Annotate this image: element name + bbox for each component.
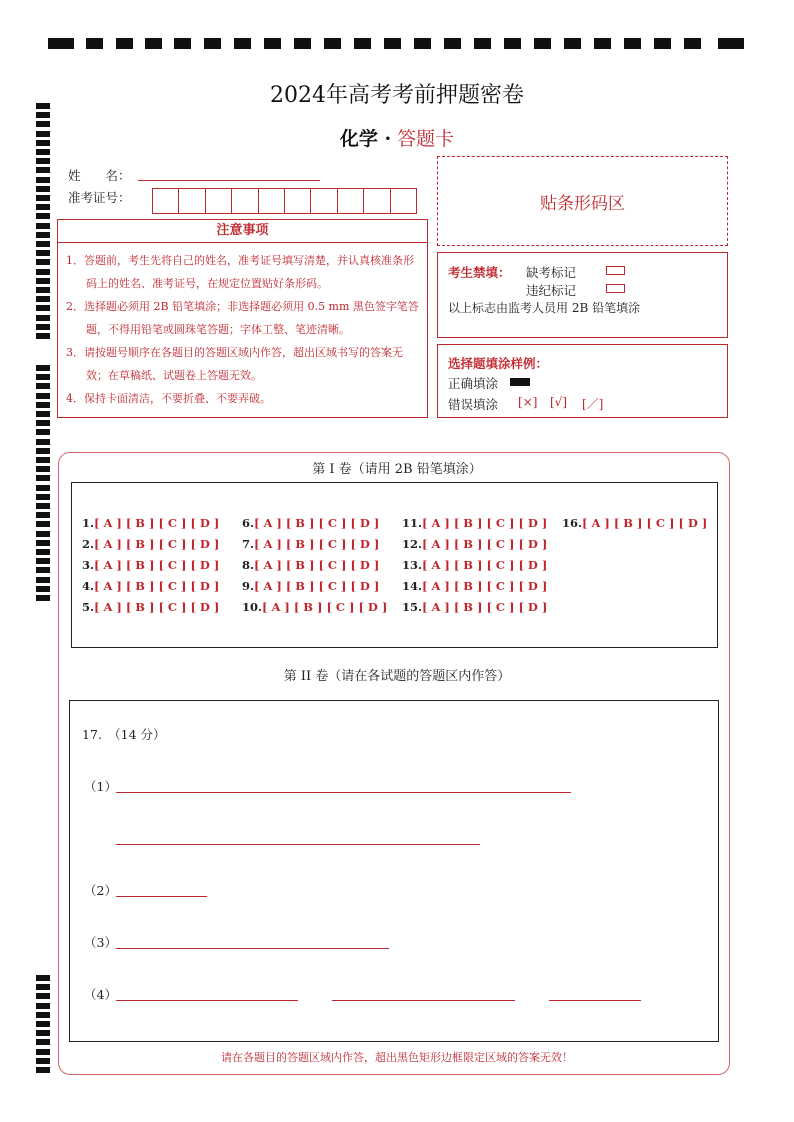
timing-mark <box>36 1039 50 1045</box>
timing-mark <box>36 186 50 192</box>
footer-warning: 请在各题目的答题区域内作答，超出黑色矩形边框限定区域的答案无效！ <box>221 1051 573 1064</box>
timing-mark <box>624 38 641 49</box>
answer-options[interactable]: [ A ] [ B ] [ C ] [ D ] <box>254 537 380 551</box>
mcq-question-5[interactable] <box>82 600 219 614</box>
mcq-question-2[interactable] <box>82 537 219 551</box>
subject-label: 化学 · <box>339 128 392 150</box>
mcq-grid <box>71 482 718 648</box>
answer-line[interactable] <box>332 1000 515 1001</box>
timing-mark <box>36 223 50 229</box>
answer-line[interactable] <box>116 1000 298 1001</box>
id-label: 准考证号： <box>68 190 131 205</box>
timing-mark <box>36 195 50 201</box>
timing-mark <box>36 296 50 302</box>
answer-options[interactable]: [ A ] [ B ] [ C ] [ D ] <box>94 579 220 593</box>
id-digit-box[interactable] <box>391 189 416 213</box>
absent-label: 缺考标记 <box>526 265 577 280</box>
answer-options[interactable]: [ A ] [ B ] [ C ] [ D ] <box>94 558 220 572</box>
correct-fill-label: 正确填涂 <box>448 376 499 391</box>
mcq-question-10[interactable] <box>242 600 387 614</box>
mcq-question-9[interactable] <box>242 579 379 593</box>
timing-mark <box>36 269 50 275</box>
timing-mark <box>36 420 50 426</box>
sub-q-label: （4） <box>84 987 117 1002</box>
answer-options[interactable]: [ A ] [ B ] [ C ] [ D ] <box>582 516 708 530</box>
id-digit-box[interactable] <box>259 189 285 213</box>
timing-mark <box>534 38 551 49</box>
mcq-question-3[interactable] <box>82 558 219 572</box>
timing-mark <box>174 38 191 49</box>
question-number: 12. <box>402 537 423 551</box>
timing-mark <box>36 494 50 500</box>
timing-mark <box>36 540 50 546</box>
timing-mark <box>36 393 50 399</box>
notice-item: 1．答题前，考生先将自己的姓名，准考证号填写清楚，并认真核准条形码上的姓名、准考证号，在规定位置贴好条形码。 <box>66 254 414 290</box>
mcq-question-12[interactable] <box>402 537 547 551</box>
question-number: 5. <box>82 600 95 614</box>
id-digit-box[interactable] <box>153 189 179 213</box>
timing-mark <box>36 577 50 583</box>
timing-mark <box>36 250 50 256</box>
timing-mark <box>204 38 221 49</box>
wrong-fill-label: 错误填涂 <box>448 397 499 412</box>
question-number: 16. <box>562 516 583 530</box>
question-number: 1. <box>82 516 95 530</box>
answer-options[interactable]: [ A ] [ B ] [ C ] [ D ] <box>422 579 548 593</box>
notice-item: 3．请按题号顺序在各题目的答题区域内作答，超出区域书写的答案无效；在草稿纸、试题卷上答题无效。 <box>66 346 403 382</box>
timing-mark <box>36 521 50 527</box>
timing-mark <box>36 993 50 999</box>
mcq-question-13[interactable] <box>402 558 547 572</box>
timing-mark <box>36 411 50 417</box>
timing-mark <box>36 158 50 164</box>
correct-fill-mark <box>510 378 530 386</box>
mcq-question-14[interactable] <box>402 579 547 593</box>
timing-mark <box>684 38 701 49</box>
q17-answer-box <box>69 700 719 1042</box>
sub-q-label: （3） <box>84 935 117 950</box>
mcq-question-8[interactable] <box>242 558 379 572</box>
timing-mark <box>414 38 431 49</box>
timing-mark <box>36 204 50 210</box>
answer-options[interactable]: [ A ] [ B ] [ C ] [ D ] <box>254 558 380 572</box>
timing-mark <box>504 38 521 49</box>
violation-label: 违纪标记 <box>526 283 577 298</box>
timing-mark <box>36 213 50 219</box>
timing-mark <box>36 287 50 293</box>
question-number: 9. <box>242 579 255 593</box>
timing-mark <box>36 383 50 389</box>
timing-mark <box>36 984 50 990</box>
question-number: 7. <box>242 537 255 551</box>
mcq-question-11[interactable] <box>402 516 547 530</box>
timing-mark <box>36 278 50 284</box>
timing-mark <box>36 429 50 435</box>
question-number: 14. <box>402 579 423 593</box>
timing-mark <box>36 485 50 491</box>
id-digit-box[interactable] <box>179 189 205 213</box>
id-digit-box[interactable] <box>364 189 390 213</box>
timing-mark <box>36 167 50 173</box>
question-number: 10. <box>242 600 263 614</box>
timing-mark <box>294 38 311 49</box>
mcq-question-1[interactable] <box>82 516 219 530</box>
timing-mark <box>36 448 50 454</box>
timing-mark <box>48 38 74 49</box>
sub-q-label: （2） <box>84 883 117 898</box>
question-number: 6. <box>242 516 255 530</box>
sub-q-label: （1） <box>84 779 117 794</box>
timing-mark <box>654 38 671 49</box>
fill-sample-box <box>437 344 728 418</box>
answer-options[interactable]: [ A ] [ B ] [ C ] [ D ] <box>94 516 220 530</box>
q17-label: 17. （14 分） <box>82 727 166 742</box>
timing-mark <box>36 1012 50 1018</box>
timing-mark <box>36 512 50 518</box>
question-number: 3. <box>82 558 95 572</box>
timing-mark <box>36 1067 50 1073</box>
timing-mark <box>36 503 50 509</box>
wrong-mark-check: [√] <box>550 395 568 409</box>
answer-line[interactable] <box>116 948 389 949</box>
timing-mark <box>86 38 103 49</box>
notice-box <box>57 219 428 418</box>
timing-mark <box>36 365 50 371</box>
timing-marks-top <box>48 38 748 50</box>
barcode-area: 贴条形码区 <box>437 156 728 246</box>
answer-options[interactable]: [ A ] [ B ] [ C ] [ D ] <box>422 537 548 551</box>
card-label: 答题卡 <box>397 128 455 150</box>
timing-mark <box>36 595 50 601</box>
answer-options[interactable]: [ A ] [ B ] [ C ] [ D ] <box>422 516 548 530</box>
id-digit-box[interactable] <box>285 189 311 213</box>
exam-id-boxes[interactable] <box>152 188 417 214</box>
timing-mark <box>264 38 281 49</box>
timing-mark <box>234 38 251 49</box>
timing-mark <box>36 374 50 380</box>
mcq-question-4[interactable] <box>82 579 219 593</box>
name-label: 姓 名： <box>68 168 131 183</box>
timing-mark <box>444 38 461 49</box>
answer-options[interactable]: [ A ] [ B ] [ C ] [ D ] <box>422 558 548 572</box>
timing-mark <box>384 38 401 49</box>
timing-mark <box>36 975 50 981</box>
timing-mark <box>36 402 50 408</box>
id-digit-box[interactable] <box>311 189 337 213</box>
notice-item: 2．选择题必须用 2B 铅笔填涂；非选择题必须用 0.5 mm 黑色签字笔答题，不得用铅笔或圆珠笔答题；字体工整、笔迹清晰。 <box>66 300 419 336</box>
mcq-question-6[interactable] <box>242 516 379 530</box>
answer-options[interactable]: [ A ] [ B ] [ C ] [ D ] <box>94 537 220 551</box>
timing-mark <box>36 439 50 445</box>
timing-mark <box>36 241 50 247</box>
wrong-mark-slash: [／] <box>582 397 604 411</box>
timing-mark <box>36 112 50 118</box>
timing-mark <box>36 531 50 537</box>
timing-mark <box>36 1021 50 1027</box>
timing-mark <box>474 38 491 49</box>
question-number: 4. <box>82 579 95 593</box>
mcq-question-16[interactable] <box>562 516 707 530</box>
timing-mark <box>36 567 50 573</box>
timing-mark <box>594 38 611 49</box>
answer-line[interactable] <box>116 792 571 793</box>
timing-mark <box>36 315 50 321</box>
timing-mark <box>145 38 162 49</box>
timing-mark <box>36 232 50 238</box>
id-digit-box[interactable] <box>206 189 232 213</box>
timing-mark <box>36 333 50 339</box>
timing-mark <box>354 38 371 49</box>
notice-item: 4．保持卡面清洁，不要折叠、不要弄破。 <box>66 392 271 405</box>
question-number: 15. <box>402 600 423 614</box>
card-subtitle <box>0 124 794 151</box>
timing-mark <box>36 1003 50 1009</box>
exam-title: 2024年高考考前押题密卷 <box>270 83 524 108</box>
timing-mark <box>564 38 581 49</box>
part2-title: 第 II 卷（请在各试题的答题区内作答） <box>283 669 511 684</box>
timing-mark <box>36 558 50 564</box>
timing-mark <box>36 586 50 592</box>
mcq-question-7[interactable] <box>242 537 379 551</box>
question-number: 2. <box>82 537 95 551</box>
answer-line[interactable] <box>116 844 480 845</box>
timing-mark <box>36 1030 50 1036</box>
question-number: 11. <box>402 516 423 530</box>
question-number: 8. <box>242 558 255 572</box>
question-number: 13. <box>402 558 423 572</box>
mcq-question-15[interactable] <box>402 600 547 614</box>
timing-mark <box>36 549 50 555</box>
answer-options[interactable]: [ A ] [ B ] [ C ] [ D ] <box>254 579 380 593</box>
timing-mark <box>36 324 50 330</box>
timing-mark <box>718 38 744 49</box>
answer-options[interactable]: [ A ] [ B ] [ C ] [ D ] <box>254 516 380 530</box>
timing-mark <box>36 259 50 265</box>
ban-heading: 考生禁填： <box>448 265 511 280</box>
ban-note: 以上标志由监考人员用 2B 铅笔填涂 <box>448 301 641 315</box>
notice-heading: 注意事项 <box>58 220 427 243</box>
answer-options[interactable]: [ A ] [ B ] [ C ] [ D ] <box>262 600 388 614</box>
part1-title: 第 I 卷（请用 2B 铅笔填涂） <box>312 462 482 477</box>
proctor-only-box <box>437 252 728 338</box>
answer-line[interactable] <box>549 1000 641 1001</box>
sample-heading: 选择题填涂样例： <box>448 356 549 371</box>
timing-mark <box>36 305 50 311</box>
answer-options[interactable]: [ A ] [ B ] [ C ] [ D ] <box>94 600 220 614</box>
name-field[interactable] <box>138 180 320 181</box>
answer-line[interactable] <box>116 896 207 897</box>
violation-mark-box[interactable] <box>606 284 625 293</box>
id-digit-box[interactable] <box>338 189 364 213</box>
timing-mark <box>36 177 50 183</box>
id-digit-box[interactable] <box>232 189 258 213</box>
absent-mark-box[interactable] <box>606 266 625 275</box>
answer-options[interactable]: [ A ] [ B ] [ C ] [ D ] <box>422 600 548 614</box>
timing-mark <box>324 38 341 49</box>
timing-mark <box>116 38 133 49</box>
wrong-mark-x: [×] <box>518 395 538 409</box>
